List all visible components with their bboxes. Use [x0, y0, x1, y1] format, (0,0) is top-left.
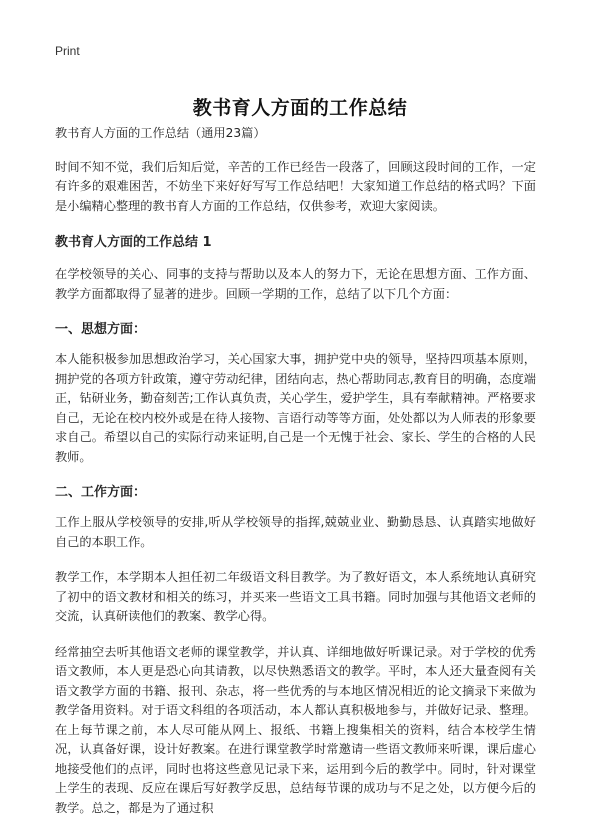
subsection-heading-thought: 一、思想方面：	[55, 322, 147, 337]
document-subtitle: 教书育人方面的工作总结（通用23篇）	[55, 126, 266, 140]
paragraph: 在学校领导的关心、同事的支持与帮助以及本人的努力下，无论在思想方面、工作方面、教学方面都取得了显著的进步。回顾一学期的工作，总结了以下几个方面：	[55, 267, 536, 301]
paragraph: 经常抽空去听其他语文老师的课堂教学，并认真、详细地做好听课记录。对于学校的优秀语文教师，本人更是恐心向其请教，以尽快熟悉语文的教学。平时，本人还大量查阅有关语文教学方面的书籍、报刊、杂志，将一些优秀的与本地区情况相近的论文摘录下来做为教学备用资料。对于语文科组的各项活动，本人都认真积极地参与，并做好记录、整理。在上每节课之前，本人尽可能从网上、报纸、书籍上搜集相关的资料，结合本校学生情况，认真备好课，设计好教案。在进行课堂教学时常邀请一些语文教师来听课，课后虚心地接受他们的点评，同时也将这些意见记录下来，运用到今后的教学中。同时，针对课堂上学生的表现、反应在课后写好教学反思，总结每节课的成功与不足之处，以方便今后的教学。总之，都是为了通过积	[55, 644, 536, 815]
paragraph: 本人能积极参加思想政治学习，关心国家大事，拥护党中央的领导，坚持四项基本原则，拥护党的各项方针政策，遵守劳动纪律，团结向志，热心帮助同志,教育目的明确，态度端正，钻研业务，勤奋刻苦;工作认真负责，关心学生，爱护学生，具有奉献精神。严格要求自己，无论在校内校外或是在待人接物、言语行动等等方面，处处都以为人师表的形象要求自己。希望以自己的实际行动来证明,自己是一个无愧于社会、家长、学生的合格的人民教师。	[55, 352, 536, 464]
intro-paragraph: 时间不知不觉，我们后知后觉，辛苦的工作已经告一段落了，回顾这段时间的工作，一定有许多的艰难困苦，不妨坐下来好好写写工作总结吧！大家知道工作总结的格式吗？下面是小编精心整理的教书育人方面的工作总结，仅供参考，欢迎大家阅读。	[55, 159, 536, 213]
paragraph: 教学工作，本学期本人担任初二年级语文科目教学。为了教好语文，本人系统地认真研究了初中的语文教材和相关的练习，并买来一些语文工具书籍。同时加强与其他语文老师的交流，认真研读他们的教案、教学心得。	[55, 570, 536, 623]
section-heading: 教书育人方面的工作总结 1	[55, 235, 212, 250]
document-body	[55, 124, 536, 818]
print-link[interactable]: Print	[55, 44, 80, 58]
document-title: 教书育人方面的工作总结	[192, 96, 408, 119]
paragraph: 工作上服从学校领导的安排,听从学校领导的指挥,兢兢业业、勤勤恳恳、认真踏实地做好自己的本职工作。	[55, 515, 536, 549]
subsection-heading-work: 二、工作方面：	[55, 485, 147, 500]
